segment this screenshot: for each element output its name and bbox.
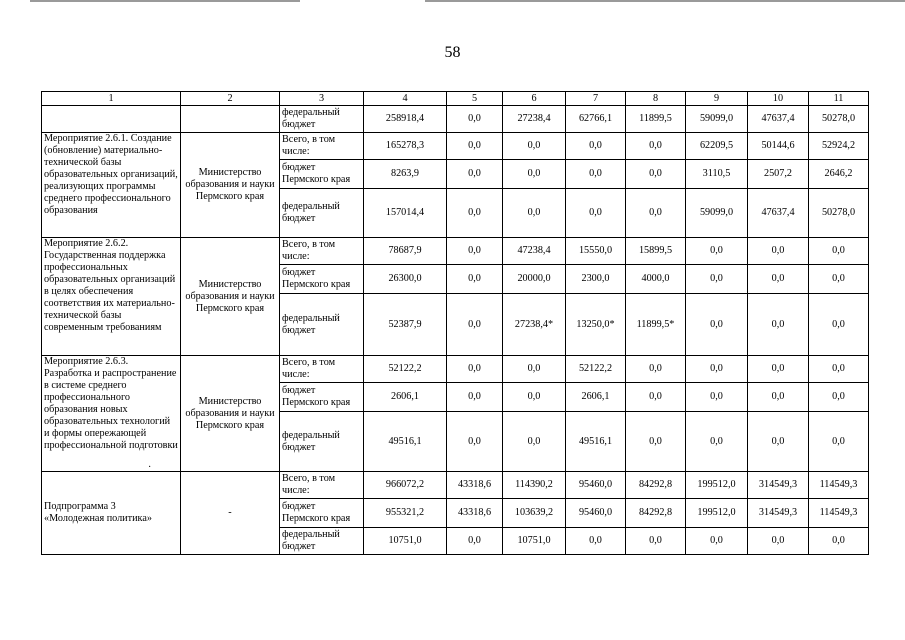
amount-year: 0,0	[626, 383, 686, 412]
amount-total: 8263,9	[364, 160, 447, 189]
funding-source: бюджет Пермского края	[280, 383, 364, 412]
amount-year: 59099,0	[686, 106, 748, 133]
scan-mark: ·	[148, 462, 152, 473]
amount-year: 27238,4*	[503, 294, 566, 356]
amount-year: 3110,5	[686, 160, 748, 189]
amount-year: 0,0	[626, 160, 686, 189]
amount-year: 0,0	[566, 189, 626, 238]
column-header: 10	[748, 92, 809, 106]
funding-source: федеральный бюджет	[280, 294, 364, 356]
column-header: 2	[181, 92, 280, 106]
amount-year: 11899,5	[626, 106, 686, 133]
amount-total: 78687,9	[364, 238, 447, 265]
amount-year: 0,0	[748, 294, 809, 356]
scan-edge-line-left	[30, 0, 300, 2]
amount-year: 4000,0	[626, 265, 686, 294]
funding-source: федеральный бюджет	[280, 189, 364, 238]
amount-year: 62766,1	[566, 106, 626, 133]
amount-year: 20000,0	[503, 265, 566, 294]
amount-year: 0,0	[748, 265, 809, 294]
column-header: 3	[280, 92, 364, 106]
amount-year: 0,0	[809, 265, 869, 294]
amount-year: 0,0	[626, 189, 686, 238]
executor: Министерство образования и науки Пермского края	[181, 356, 280, 472]
amount-year: 52924,2	[809, 133, 869, 160]
amount-year: 95460,0	[566, 499, 626, 528]
page-number: 58	[444, 44, 461, 61]
amount-year: 0,0	[447, 106, 503, 133]
column-header: 4	[364, 92, 447, 106]
amount-year: 10751,0	[503, 528, 566, 555]
table-row	[42, 472, 869, 499]
amount-year: 0,0	[809, 238, 869, 265]
amount-total: 157014,4	[364, 189, 447, 238]
amount-year: 114549,3	[809, 472, 869, 499]
table-row	[42, 133, 869, 160]
amount-total: 10751,0	[364, 528, 447, 555]
amount-year: 0,0	[809, 412, 869, 472]
amount-year: 0,0	[566, 160, 626, 189]
amount-total: 966072,2	[364, 472, 447, 499]
executor: Министерство образования и науки Пермского края	[181, 133, 280, 238]
amount-year: 0,0	[626, 528, 686, 555]
funding-source: федеральный бюджет	[280, 106, 364, 133]
amount-year: 199512,0	[686, 499, 748, 528]
amount-year: 0,0	[447, 265, 503, 294]
column-header: 6	[503, 92, 566, 106]
amount-year: 0,0	[447, 160, 503, 189]
amount-year: 103639,2	[503, 499, 566, 528]
amount-year: 0,0	[686, 383, 748, 412]
amount-year: 0,0	[566, 528, 626, 555]
amount-year: 0,0	[503, 383, 566, 412]
amount-year: 59099,0	[686, 189, 748, 238]
subprogram-title: Подпрограмма 3 «Молодежная политика»	[42, 472, 181, 555]
amount-year: 0,0	[447, 238, 503, 265]
amount-year: 0,0	[809, 294, 869, 356]
amount-total: 52122,2	[364, 356, 447, 383]
amount-year: 0,0	[686, 412, 748, 472]
amount-year: 0,0	[447, 294, 503, 356]
amount-year: 2606,1	[566, 383, 626, 412]
amount-year: 62209,5	[686, 133, 748, 160]
amount-year: 0,0	[686, 238, 748, 265]
funding-source: Всего, в том числе:	[280, 133, 364, 160]
amount-year: 0,0	[447, 383, 503, 412]
table-row	[42, 106, 869, 133]
amount-year: 314549,3	[748, 499, 809, 528]
amount-year: 2507,2	[748, 160, 809, 189]
amount-year: 0,0	[748, 356, 809, 383]
amount-year: 0,0	[686, 528, 748, 555]
amount-year: 84292,8	[626, 472, 686, 499]
amount-year: 0,0	[447, 133, 503, 160]
amount-year: 0,0	[748, 238, 809, 265]
amount-total: 955321,2	[364, 499, 447, 528]
amount-year: 0,0	[503, 189, 566, 238]
amount-year: 114390,2	[503, 472, 566, 499]
amount-year: 114549,3	[809, 499, 869, 528]
amount-year: 95460,0	[566, 472, 626, 499]
amount-year: 52122,2	[566, 356, 626, 383]
amount-year: 43318,6	[447, 499, 503, 528]
column-header: 8	[626, 92, 686, 106]
amount-year: 2300,0	[566, 265, 626, 294]
amount-year: 2646,2	[809, 160, 869, 189]
amount-year: 47637,4	[748, 189, 809, 238]
scan-edge-line-right	[425, 0, 905, 2]
funding-source: бюджет Пермского края	[280, 499, 364, 528]
amount-year: 0,0	[809, 528, 869, 555]
amount-year: 0,0	[626, 412, 686, 472]
amount-year: 0,0	[503, 133, 566, 160]
amount-year: 0,0	[503, 356, 566, 383]
amount-year: 0,0	[748, 528, 809, 555]
funding-source: Всего, в том числе:	[280, 356, 364, 383]
amount-year: 47238,4	[503, 238, 566, 265]
amount-year: 15899,5	[626, 238, 686, 265]
empty-cell	[42, 106, 181, 133]
funding-source: бюджет Пермского края	[280, 160, 364, 189]
amount-year: 0,0	[447, 528, 503, 555]
table-row	[42, 356, 869, 383]
amount-total: 258918,4	[364, 106, 447, 133]
amount-year: 0,0	[748, 383, 809, 412]
amount-year: 0,0	[626, 356, 686, 383]
amount-year: 50278,0	[809, 106, 869, 133]
funding-source: федеральный бюджет	[280, 412, 364, 472]
amount-total: 49516,1	[364, 412, 447, 472]
amount-year: 199512,0	[686, 472, 748, 499]
amount-year: 15550,0	[566, 238, 626, 265]
column-header: 7	[566, 92, 626, 106]
amount-year: 27238,4	[503, 106, 566, 133]
column-header: 9	[686, 92, 748, 106]
column-header: 11	[809, 92, 869, 106]
amount-year: 314549,3	[748, 472, 809, 499]
amount-year: 47637,4	[748, 106, 809, 133]
activity-title: Мероприятие 2.6.2. Государственная поддержка профессиональных образовательных организаций в целях обеспечения соответствия их материально-технической базы современным требованиям	[42, 238, 181, 356]
executor: -	[181, 472, 280, 555]
amount-total: 26300,0	[364, 265, 447, 294]
column-number-row	[42, 92, 869, 106]
funding-source: федеральный бюджет	[280, 528, 364, 555]
column-header: 5	[447, 92, 503, 106]
activity-title: Мероприятие 2.6.1. Создание (обновление) материально-технической базы образовательных организаций, реализующих программы среднего профессионального образования	[42, 133, 181, 238]
column-header: 1	[42, 92, 181, 106]
amount-year: 50278,0	[809, 189, 869, 238]
budget-table	[41, 91, 869, 555]
amount-year: 0,0	[686, 356, 748, 383]
table-row	[42, 238, 869, 265]
amount-year: 0,0	[447, 356, 503, 383]
amount-year: 49516,1	[566, 412, 626, 472]
amount-year: 11899,5*	[626, 294, 686, 356]
empty-cell	[181, 106, 280, 133]
amount-year: 0,0	[447, 189, 503, 238]
funding-source: бюджет Пермского края	[280, 265, 364, 294]
amount-year: 0,0	[566, 133, 626, 160]
amount-total: 2606,1	[364, 383, 447, 412]
amount-year: 0,0	[686, 265, 748, 294]
amount-year: 0,0	[809, 383, 869, 412]
funding-source: Всего, в том числе:	[280, 472, 364, 499]
amount-year: 0,0	[503, 160, 566, 189]
amount-total: 52387,9	[364, 294, 447, 356]
amount-year: 0,0	[626, 133, 686, 160]
activity-title: Мероприятие 2.6.3. Разработка и распространение в системе среднего профессионального образования новых образовательных технологий и формы опережающей профессиональной подготовки	[42, 356, 181, 472]
funding-source: Всего, в том числе:	[280, 238, 364, 265]
amount-year: 0,0	[686, 294, 748, 356]
amount-year: 0,0	[809, 356, 869, 383]
amount-year: 50144,6	[748, 133, 809, 160]
amount-year: 13250,0*	[566, 294, 626, 356]
amount-year: 0,0	[447, 412, 503, 472]
amount-total: 165278,3	[364, 133, 447, 160]
amount-year: 43318,6	[447, 472, 503, 499]
amount-year: 0,0	[503, 412, 566, 472]
executor: Министерство образования и науки Пермского края	[181, 238, 280, 356]
amount-year: 84292,8	[626, 499, 686, 528]
amount-year: 0,0	[748, 412, 809, 472]
